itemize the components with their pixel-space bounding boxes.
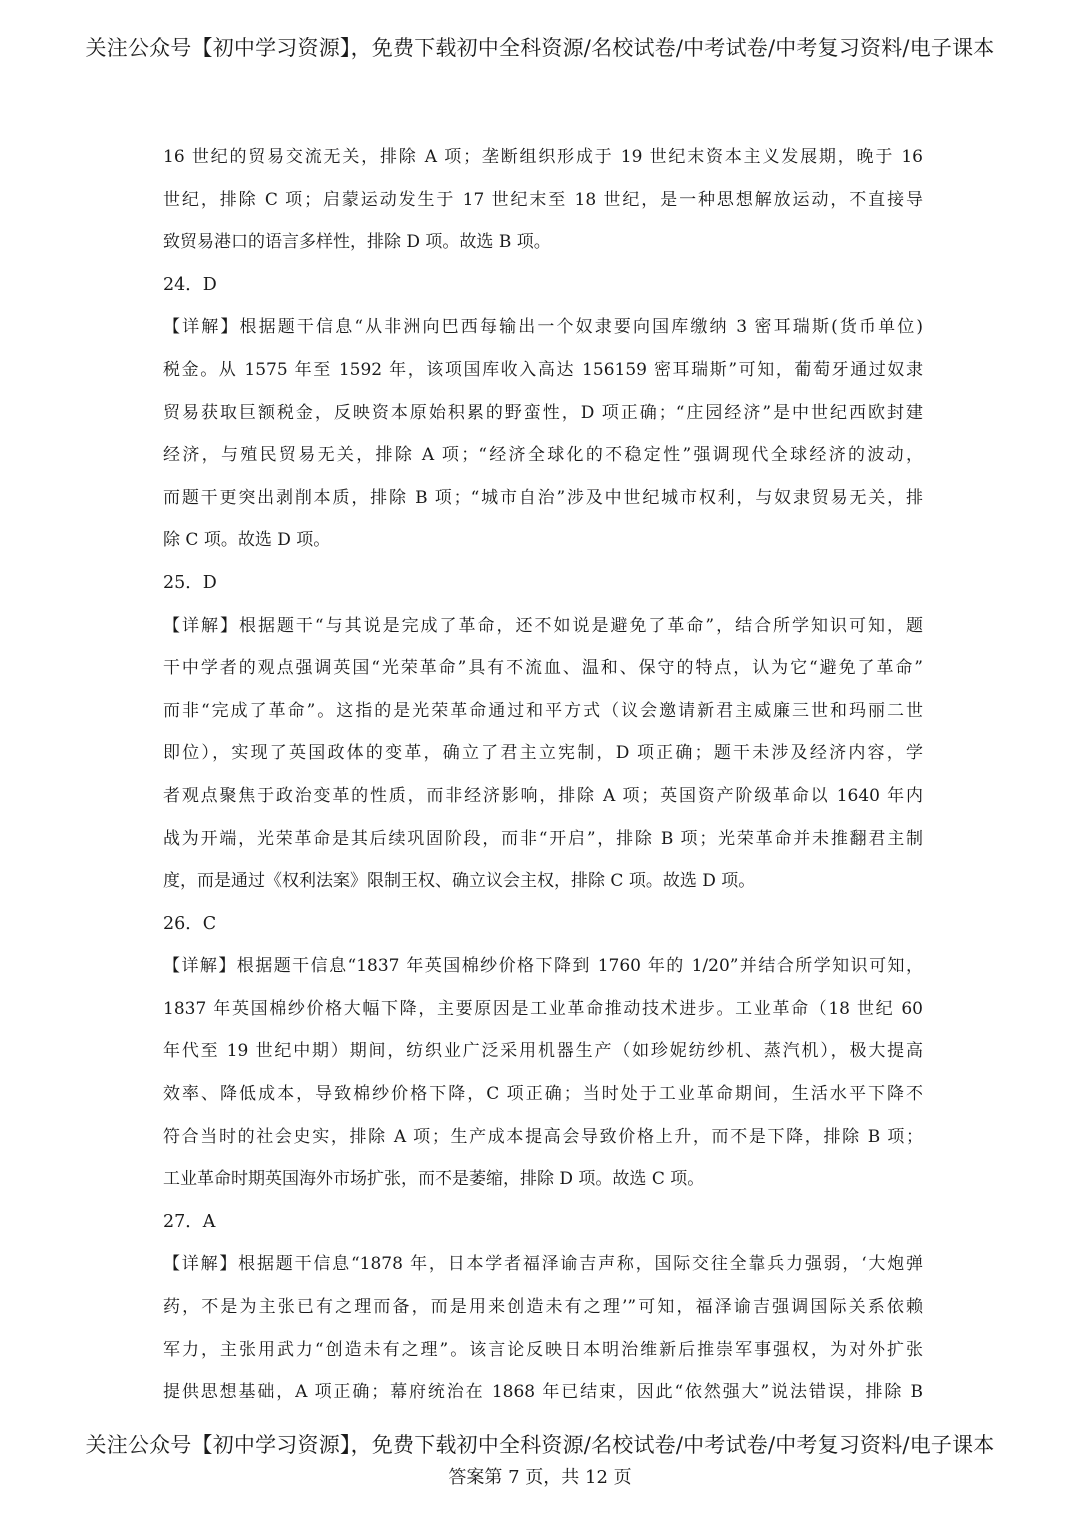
text-line: 【详解】根据题干信息“从非洲向巴西每输出一个奴隶要向国库缴纳 3 密耳瑞斯(货币单位) xyxy=(163,317,923,338)
text-line: 而非“完成了革命”。这指的是光荣革命通过和平方式（议会邀请新君主威廉三世和玛丽二世 xyxy=(163,700,923,721)
text-line: 贸易获取巨额税金，反映资本原始积累的野蛮性，D 项正确；“庄园经济”是中世纪西欧封建 xyxy=(163,402,923,423)
text-line: 经济，与殖民贸易无关，排除 A 项；“经济全球化的不稳定性”强调现代全球经济的波动， xyxy=(163,445,923,466)
text-line: 药，不是为主张已有之理而备，而是用来创造未有之理’”可知，福泽谕吉强调国际关系依赖 xyxy=(163,1297,923,1318)
answer-heading-25: 25．D xyxy=(163,572,217,593)
page-number: 答案第 7 页，共 12 页 xyxy=(448,1467,632,1488)
text-line: 【详解】根据题干“与其说是完成了革命，还不如说是避免了革命”，结合所学知识可知，题 xyxy=(163,615,923,636)
answer-heading-24: 24．D xyxy=(163,274,217,295)
text-line: 提供思想基础，A 项正确；幕府统治在 1868 年已结束，因此“依然强大”说法错误，排除 B xyxy=(163,1382,923,1403)
text-line: 者观点聚焦于政治变革的性质，而非经济影响，排除 A 项；英国资产阶级革命以 1640 年内 xyxy=(163,785,923,806)
text-line: 税金。从 1575 年至 1592 年，该项国库收入高达 156159 密耳瑞斯”可知，葡萄牙通过奴隶 xyxy=(163,359,923,380)
text-line: 战为开端，光荣革命是其后续巩固阶段，而非“开启”，排除 B 项；光荣革命并未推翻君主制 xyxy=(163,828,923,849)
text-line: 世纪，排除 C 项；启蒙运动发生于 17 世纪末至 18 世纪，是一种思想解放运动，不直接导 xyxy=(163,189,923,210)
text-line: 军力，主张用武力“创造未有之理”。该言论反映日本明治维新后推崇军事强权，为对外扩张 xyxy=(163,1339,923,1360)
text-line: 干中学者的观点强调英国“光荣革命”具有不流血、温和、保守的特点，认为它“避免了革命” xyxy=(163,658,923,679)
text-line: 即位），实现了英国政体的变革，确立了君主立宪制，D 项正确；题干未涉及经济内容，学 xyxy=(163,743,923,764)
text-line: 度，而是通过《权利法案》限制王权、确立议会主权，排除 C 项。故选 D 项。 xyxy=(163,871,756,892)
text-line: 【详解】根据题干信息“1878 年，日本学者福泽谕吉声称，国际交往全靠兵力强弱，‘大炮弹 xyxy=(163,1254,923,1275)
text-line: 效率、降低成本，导致棉纱价格下降，C 项正确；当时处于工业革命期间，生活水平下降不 xyxy=(163,1084,923,1105)
answer-heading-27: 27．A xyxy=(163,1211,216,1232)
text-line: 【详解】根据题干信息“1837 年英国棉纱价格下降到 1760 年的 1/20”并结合所学知识可知， xyxy=(163,956,923,977)
text-line: 16 世纪的贸易交流无关，排除 A 项；垄断组织形成于 19 世纪末资本主义发展期，晚于 16 xyxy=(163,147,923,167)
text-line: 除 C 项。故选 D 项。 xyxy=(163,530,331,551)
text-line: 致贸易港口的语言多样性，排除 D 项。故选 B 项。 xyxy=(163,232,551,253)
text-line: 而题干更突出剥削本质，排除 B 项；“城市自治”涉及中世纪城市权利，与奴隶贸易无关，排 xyxy=(163,487,923,508)
text-line: 1837 年英国棉纱价格大幅下降，主要原因是工业革命推动技术进步。工业革命（18 世纪 60 xyxy=(163,998,923,1019)
header-banner: 关注公众号【初中学习资源】，免费下载初中全科资源/名校试卷/中考试卷/中考复习资料/电子课本 xyxy=(85,36,995,60)
footer-banner: 关注公众号【初中学习资源】，免费下载初中全科资源/名校试卷/中考试卷/中考复习资料/电子课本 xyxy=(85,1433,995,1457)
answer-heading-26: 26．C xyxy=(163,913,217,934)
answer-content xyxy=(163,136,923,1414)
text-line: 工业革命时期英国海外市场扩张，而不是萎缩，排除 D 项。故选 C 项。 xyxy=(163,1169,705,1190)
text-line: 年代至 19 世纪中期）期间，纺织业广泛采用机器生产（如珍妮纺纱机、蒸汽机），极大提高 xyxy=(163,1041,923,1062)
text-line: 符合当时的社会史实，排除 A 项；生产成本提高会导致价格上升，而不是下降，排除 B 项； xyxy=(163,1126,923,1147)
